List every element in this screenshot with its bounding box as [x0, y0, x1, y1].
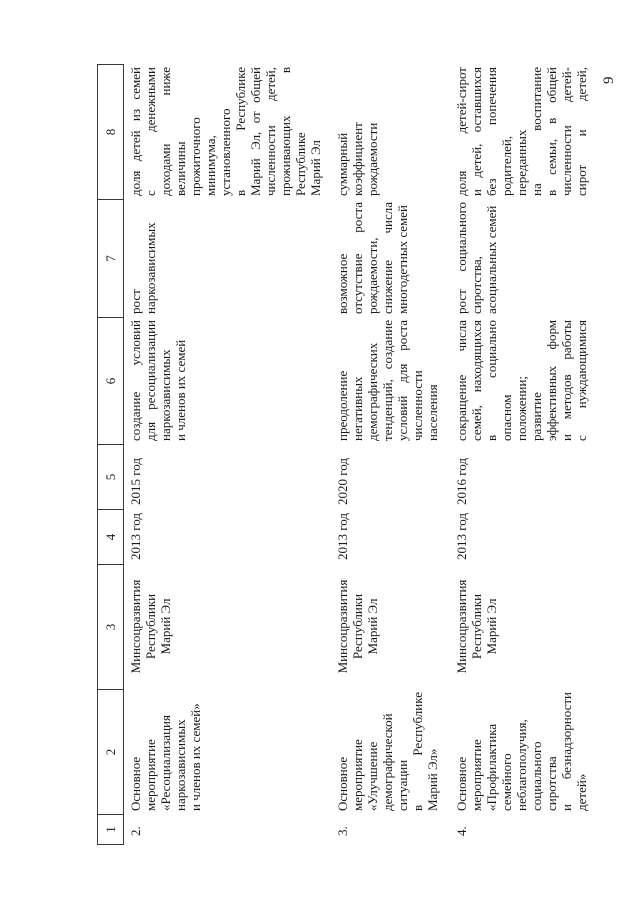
cell-text-line: эффективных форм [544, 320, 559, 441]
cell-text-line: отсутствие роста [350, 202, 365, 314]
cell-text-line: мероприятие [350, 739, 365, 811]
cell-text-line: Республики [143, 593, 158, 660]
cell-text-line: Марий Эл [365, 598, 380, 655]
cell-text-line: численности [410, 370, 425, 441]
table-row [450, 64, 595, 844]
cell-text-line: «Ресоциализация [158, 715, 173, 811]
cell-text-line: мероприятие [143, 739, 158, 811]
cell-text-line: проживающих в [278, 67, 293, 196]
cell-text-line: опасном [499, 394, 514, 441]
column-number-header: 1 [98, 814, 123, 844]
column-number-header: 2 [98, 689, 123, 814]
start-year-cell [128, 509, 331, 564]
cell-text-line: семейного [499, 753, 514, 811]
cell-text-line: 2013 год [335, 513, 350, 560]
cell-text-line: родителей, [499, 135, 514, 196]
expected-result-cell [128, 317, 331, 444]
cell-text-line: демографической [380, 713, 395, 811]
cell-text-line: Марий Эл [308, 140, 323, 196]
activity-name-cell [335, 689, 450, 814]
cell-text-line: Основное [128, 756, 143, 811]
cell-text-line: для ресоциализации [143, 320, 158, 441]
column-number-header: 5 [98, 444, 123, 509]
cell-text-line: минимума, [203, 135, 218, 196]
column-number-header: 4 [98, 509, 123, 564]
cell-text-line: наркозависимых [173, 719, 188, 811]
table-row [124, 64, 331, 844]
cell-text-line: и методов работы [559, 320, 574, 441]
cell-text-line: Марий Эл [484, 598, 499, 655]
cell-text-line: Основное [454, 756, 469, 811]
program-activities-table [97, 64, 595, 845]
cell-text-line: Республики [469, 593, 484, 660]
cell-text-line: 4. [454, 826, 469, 836]
cell-text-line: ситуации [395, 759, 410, 811]
expected-result-cell [454, 317, 595, 444]
activity-name-cell [454, 689, 595, 814]
column-number-header: 8 [98, 64, 123, 199]
cell-text-line: переданных [514, 129, 529, 196]
cell-text-line: и детей, оставшихся [469, 67, 484, 196]
cell-text-line: Марий Эл, от общей [248, 67, 263, 196]
cell-text-line: доля детей из семей [128, 67, 143, 196]
cell-text-line: рост социального [454, 202, 469, 314]
cell-text-line: положении; [514, 375, 529, 441]
cell-text-line: Марий Эл» [425, 748, 440, 811]
expected-result-cell [335, 317, 450, 444]
cell-text-line: на воспитание [529, 67, 544, 196]
start-year-cell [454, 509, 595, 564]
cell-text-line: в социально [484, 320, 499, 441]
cell-text-line: 2020 год [335, 458, 350, 505]
cell-text-line: с денежными [143, 67, 158, 196]
cell-text-line: Минсоцразвития [128, 579, 143, 674]
cell-text-line: доля детей-сирот [454, 67, 469, 196]
cell-text-line: величины [173, 141, 188, 196]
row-number-cell [128, 814, 331, 844]
cell-text-line: сирот и детей, [574, 67, 589, 196]
cell-text-line: в семьи, в общей [544, 67, 559, 196]
column-number-header: 7 [98, 199, 123, 317]
cell-text-line: семей, находящихся [469, 320, 484, 441]
cell-text-line: 2013 год [128, 513, 143, 560]
start-year-cell [335, 509, 450, 564]
row-number-cell [454, 814, 595, 844]
table-header-row [97, 64, 124, 845]
cell-text-line: доходами ниже [158, 67, 173, 196]
cell-text-line: наркозависимых [158, 349, 173, 441]
cell-text-line: и членов их семей [173, 339, 188, 441]
cell-text-line: 2015 год [128, 458, 143, 505]
cell-text-line: преодоление [335, 370, 350, 441]
cell-text-line: Республики [350, 593, 365, 660]
indicator-cell [128, 64, 331, 199]
cell-text-line: сиротства, [469, 256, 484, 314]
cell-text-line: детей» [574, 773, 589, 811]
cell-text-line: коэффициент [350, 122, 365, 196]
activity-name-cell [128, 689, 331, 814]
cell-text-line: Основное [335, 756, 350, 811]
cell-text-line: прожиточного [188, 117, 203, 196]
cell-text-line: социального [529, 741, 544, 811]
column-number-header: 6 [98, 317, 123, 444]
cell-text-line: 3. [335, 826, 350, 836]
cell-text-line: численности детей, [263, 67, 278, 196]
cell-text-line: 2013 год [454, 513, 469, 560]
cell-text-line: в Республике [410, 692, 425, 811]
indicator-cell [335, 64, 450, 199]
cell-text-line: рождаемости, [365, 237, 380, 314]
cell-text-line: 2. [128, 826, 143, 836]
cell-text-line: Марий Эл [158, 598, 173, 655]
cell-text-line: развитие [529, 392, 544, 441]
end-year-cell [454, 444, 595, 509]
page-number: 9 [601, 76, 617, 84]
cell-text-line: асоциальных семей [484, 205, 499, 314]
executor-cell [128, 564, 331, 689]
cell-text-line: демографических [365, 342, 380, 441]
cell-text-line: и членов их семей» [188, 703, 203, 811]
cell-text-line: наркозависимых [143, 222, 158, 314]
table-body [124, 64, 595, 845]
cell-text-line: «Профилактика [484, 723, 499, 811]
cell-text-line: Минсоцразвития [454, 579, 469, 674]
cell-text-line: возможное [335, 253, 350, 314]
cell-text-line: неблагополучия, [514, 719, 529, 811]
cell-text-line: Республике [293, 132, 308, 196]
cell-text-line: мероприятие [469, 739, 484, 811]
cell-text-line: сиротства [544, 756, 559, 811]
consequence-cell [335, 199, 450, 317]
indicator-cell [454, 64, 595, 199]
consequence-cell [128, 199, 331, 317]
cell-text-line: без попечения [484, 67, 499, 196]
cell-text-line: 2016 год [454, 458, 469, 505]
executor-cell [335, 564, 450, 689]
cell-text-line: суммарный [335, 132, 350, 196]
cell-text-line: с нуждающимися [574, 320, 589, 441]
cell-text-line: Минсоцразвития [335, 579, 350, 674]
cell-text-line: «Улучшение [365, 741, 380, 811]
cell-text-line: в Республике [233, 67, 248, 196]
executor-cell [454, 564, 595, 689]
end-year-cell [335, 444, 450, 509]
cell-text-line: создание условий [128, 320, 143, 441]
column-number-header: 3 [98, 564, 123, 689]
cell-text-line: рост [128, 289, 143, 314]
cell-text-line: населения [425, 384, 440, 441]
cell-text-line: численности детей- [559, 67, 574, 196]
table-row [331, 64, 450, 844]
consequence-cell [454, 199, 595, 317]
cell-text-line: условий для роста [395, 320, 410, 441]
row-number-cell [335, 814, 450, 844]
cell-text-line: установленного [218, 108, 233, 196]
cell-text-line: тенденций, создание [380, 320, 395, 441]
cell-text-line: многодетных семей [395, 205, 410, 314]
cell-text-line: сокращение числа [454, 320, 469, 441]
cell-text-line: снижение числа [380, 202, 395, 314]
cell-text-line: и безнадзорности [559, 692, 574, 811]
cell-text-line: рождаемости [365, 122, 380, 196]
end-year-cell [128, 444, 331, 509]
cell-text-line: негативных [350, 376, 365, 441]
